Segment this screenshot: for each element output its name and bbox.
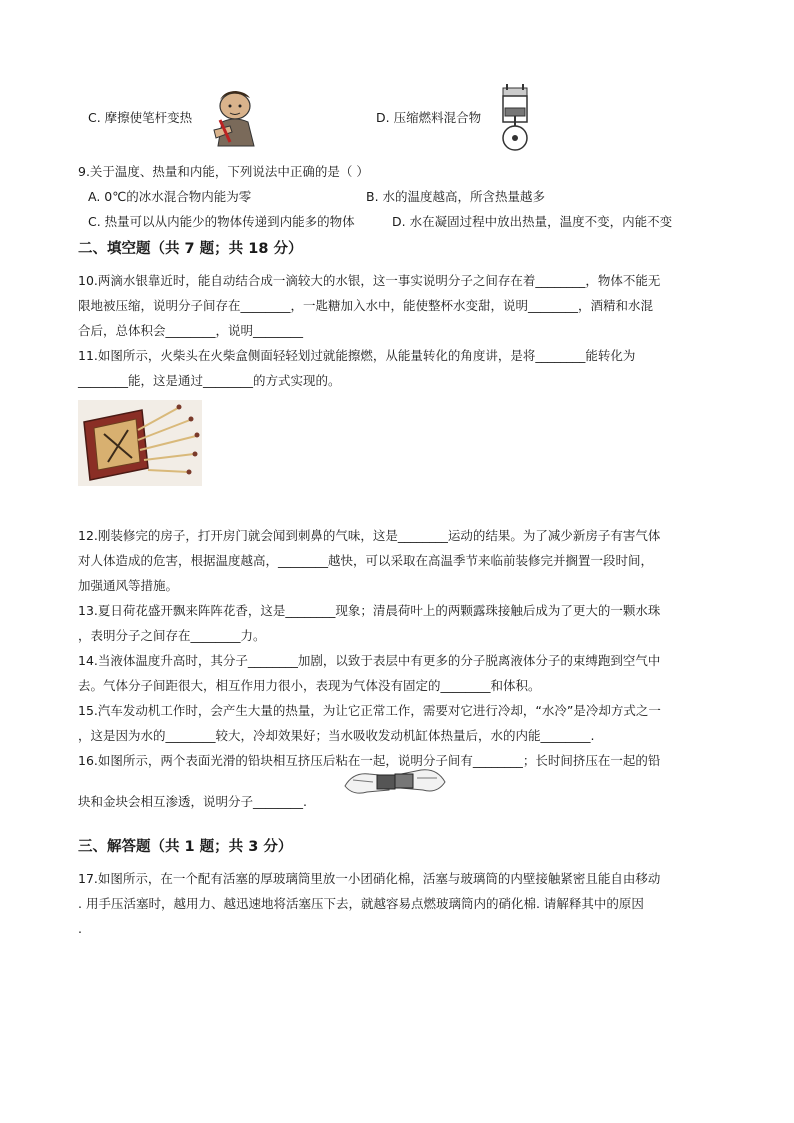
section3-title: 三、解答题（共 1 题；共 3 分） xyxy=(78,839,293,855)
q10-line1: 10.两滴水银靠近时，能自动结合成一滴较大的水银，这一事实说明分子之间存在着________，物体不能无 xyxy=(78,273,661,288)
engine-cylinder-image xyxy=(495,84,535,154)
section2-title: 二、填空题（共 7 题；共 18 分） xyxy=(78,241,303,257)
q16-line1: 16.如图所示，两个表面光滑的铅块相互挤压后粘在一起，说明分子间有________；长时间挤压在一起的铅 xyxy=(78,753,661,768)
q12-line2: 对人体造成的危害，根据温度越高，________越快，可以采取在高温季节来临前装修完并搁置一段时间， xyxy=(78,553,654,568)
q16-line2: 块和金块会相互渗透，说明分子________. xyxy=(78,794,307,809)
q13-line2: ，表明分子之间存在________力。 xyxy=(78,628,266,643)
q9-option-c: C. 热量可以从内能少的物体传递到内能多的物体 xyxy=(88,214,355,229)
q17-line2: . 用手压活塞时，越用力、越迅速地将活塞压下去，就越容易点燃玻璃筒内的硝化棉. 请解释其中的原因 xyxy=(78,896,644,911)
q8-option-d: D. 压缩燃料混合物 xyxy=(376,110,482,125)
boy-rubbing-pen-image xyxy=(200,86,268,152)
q10-line2: 限地被压缩，说明分子间存在________，一匙糖加入水中，能使整杯水变甜，说明________，酒精和水混 xyxy=(78,298,654,313)
q9-option-b: B. 水的温度越高，所含热量越多 xyxy=(366,189,546,204)
q8-option-c: C. 摩擦使笔杆变热 xyxy=(88,110,193,125)
q10-line3: 合后，总体积会________，说明________ xyxy=(78,323,304,338)
q14-line2: 去。气体分子间距很大，相互作用力很小，表现为气体没有固定的________和体积。 xyxy=(78,678,541,693)
q17-line1: 17.如图所示，在一个配有活塞的厚玻璃筒里放一小团硝化棉，活塞与玻璃筒的内壁接触紧密且能自由移动 xyxy=(78,871,661,886)
lead-blocks-image xyxy=(343,760,447,804)
q9-stem: 9.关于温度、热量和内能，下列说法中正确的是（ ） xyxy=(78,164,369,179)
q13-line1: 13.夏日荷花盛开飘来阵阵花香，这是________现象；清晨荷叶上的两颗露珠接触后成为了更大的一颗水珠 xyxy=(78,603,661,618)
q12-line1: 12.刚装修完的房子，打开房门就会闻到刺鼻的气味，这是________运动的结果。为了减少新房子有害气体 xyxy=(78,528,661,543)
q14-line1: 14.当液体温度升高时，其分子________加剧，以致于表层中有更多的分子脱离液体分子的束缚跑到空气中 xyxy=(78,653,661,668)
q15-line2: ，这是因为水的________较大，冷却效果好；当水吸收发动机缸体热量后，水的内能________. xyxy=(78,728,595,743)
q9-option-a: A. 0℃的冰水混合物内能为零 xyxy=(88,189,252,204)
q17-line3: . xyxy=(78,921,82,936)
q15-line1: 15.汽车发动机工作时，会产生大量的热量，为让它正常工作，需要对它进行冷却，“水冷”是冷却方式之一 xyxy=(78,703,661,718)
matchbox-image xyxy=(78,400,202,486)
q9-option-d: D. 水在凝固过程中放出热量，温度不变，内能不变 xyxy=(392,214,673,229)
q12-line3: 加强通风等措施。 xyxy=(78,578,179,593)
q11-line2: ________能，这是通过________的方式实现的。 xyxy=(78,373,341,388)
q11-line1: 11.如图所示，火柴头在火柴盒侧面轻轻划过就能擦燃，从能量转化的角度讲，是将________能转化为 xyxy=(78,348,636,363)
